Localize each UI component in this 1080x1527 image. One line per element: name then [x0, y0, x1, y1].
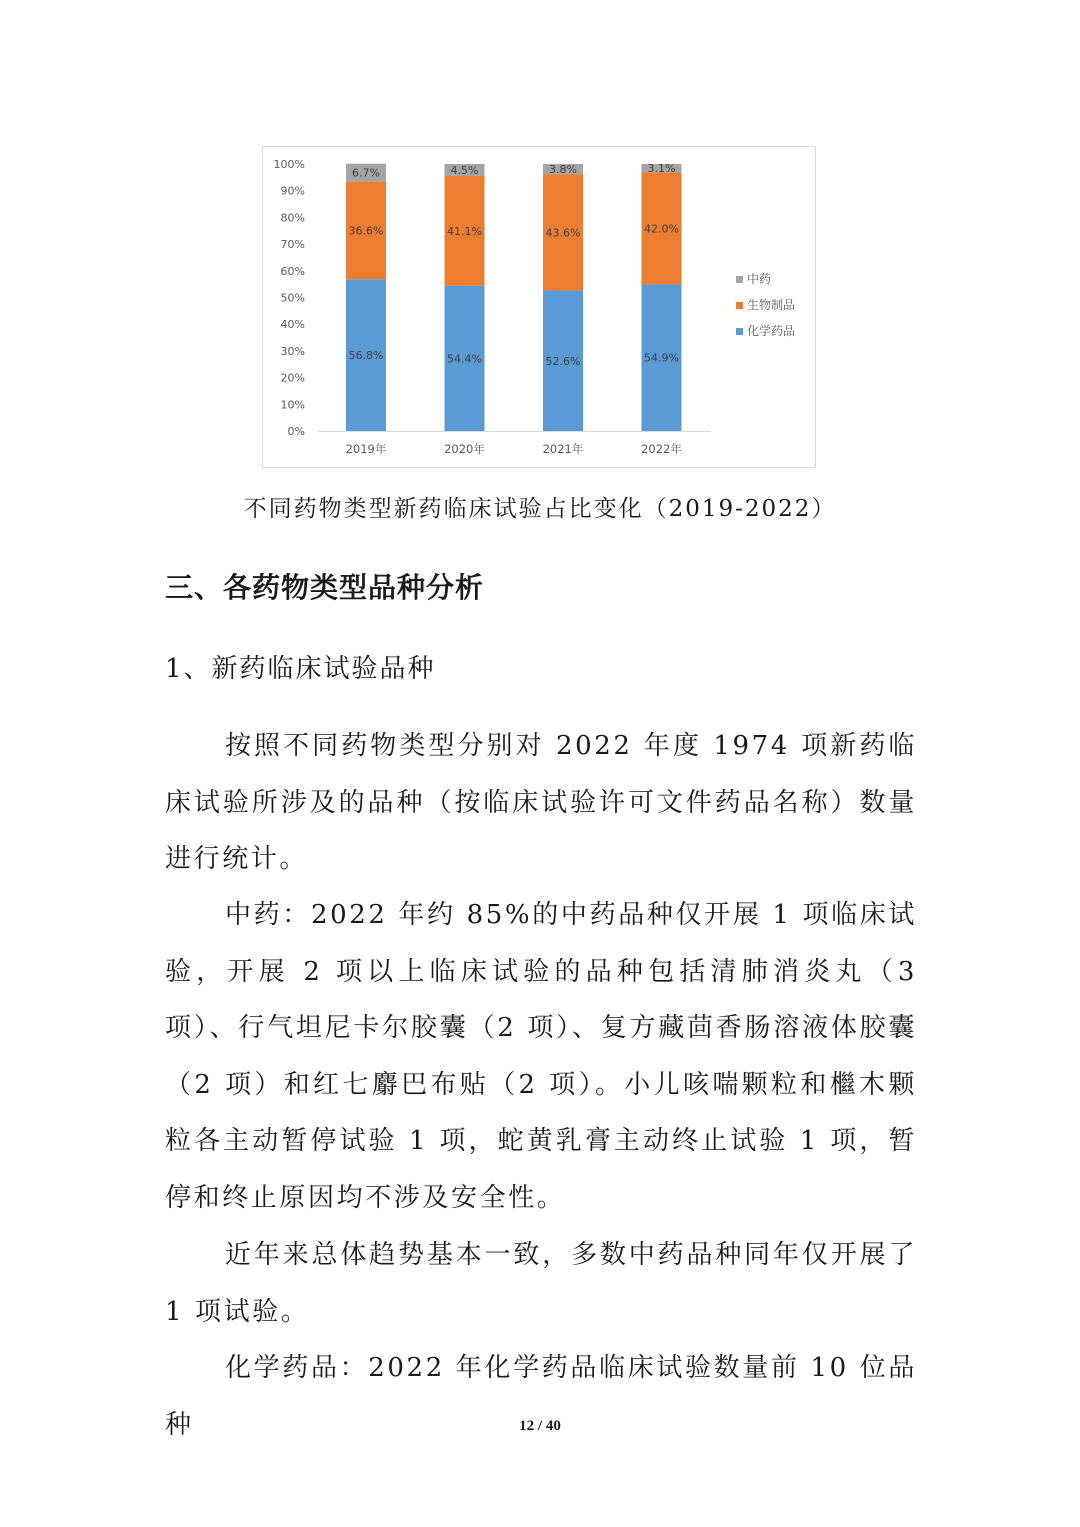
y-tick-label: 60% — [280, 264, 305, 278]
data-label: 3.8% — [549, 163, 577, 177]
subsection-heading: 1、新药临床试验品种 — [165, 654, 436, 684]
y-tick-label: 10% — [280, 398, 305, 412]
legend-swatch — [736, 276, 743, 283]
y-tick-label: 90% — [280, 184, 305, 198]
paragraph-chemical: 化学药品：2022 年化学药品临床试验数量前 10 位品种 — [165, 1353, 917, 1440]
paragraph-tcm: 中药：2022 年约 85%的中药品种仅开展 1 项临床试验，开展 2 项以上临床试验的品种包括清肺消炎丸（3 项）、行气坦尼卡尔胶囊（2 项）、复方藏茴香肠溶液体胶囊（2 项）和红七麝巴布贴（2 项）。小儿咳喘颗粒和檵木颗粒各主动暂停试验 1 项，蛇黄乳膏主动终止试验 1 项，暂停和终止原因均不涉及安全性。 — [165, 900, 917, 1213]
legend-label: 中药 — [747, 272, 772, 286]
y-tick-label: 0% — [287, 425, 305, 438]
data-label: 3.1% — [647, 162, 676, 176]
data-label: 6.7% — [352, 166, 380, 180]
page-number: 12 / 40 — [519, 1418, 561, 1434]
y-tick-label: 40% — [280, 318, 305, 332]
data-label: 56.8% — [348, 349, 384, 363]
legend-label: 化学药品 — [747, 324, 796, 338]
x-tick-label: 2022年 — [641, 442, 682, 456]
y-tick-label: 80% — [280, 211, 305, 225]
legend-label: 生物制品 — [747, 298, 796, 312]
legend-swatch — [736, 328, 743, 335]
y-tick-label: 70% — [280, 238, 305, 252]
data-label: 54.9% — [644, 351, 679, 365]
x-tick-label: 2020年 — [444, 442, 485, 456]
data-label: 52.6% — [545, 354, 581, 368]
data-label: 36.6% — [348, 224, 384, 238]
chart-canvas — [263, 147, 817, 469]
legend-swatch — [736, 302, 743, 309]
x-tick-label: 2021年 — [542, 442, 584, 456]
data-label: 54.4% — [447, 352, 482, 366]
y-tick-label: 100% — [273, 158, 305, 171]
data-label: 4.5% — [450, 164, 479, 178]
data-label: 42.0% — [644, 222, 679, 236]
paragraph-intro: 按照不同药物类型分别对 2022 年度 1974 项新药临床试验所涉及的品种（按临床试验许可文件药品名称）数量进行统计。 — [165, 731, 917, 874]
data-label: 43.6% — [545, 226, 581, 240]
section-heading: 三、各药物类型品种分析 — [165, 571, 485, 604]
data-label: 41.1% — [447, 224, 482, 238]
paragraph-trend: 近年来总体趋势基本一致，多数中药品种同年仅开展了 1 项试验。 — [165, 1240, 917, 1327]
figure-caption: 不同药物类型新药临床试验占比变化（2019-2022） — [243, 496, 837, 522]
y-tick-label: 30% — [280, 344, 305, 358]
y-tick-label: 20% — [280, 371, 305, 385]
x-tick-label: 2019年 — [345, 442, 387, 456]
stacked-bar-chart — [262, 146, 816, 468]
y-tick-label: 50% — [280, 291, 305, 305]
